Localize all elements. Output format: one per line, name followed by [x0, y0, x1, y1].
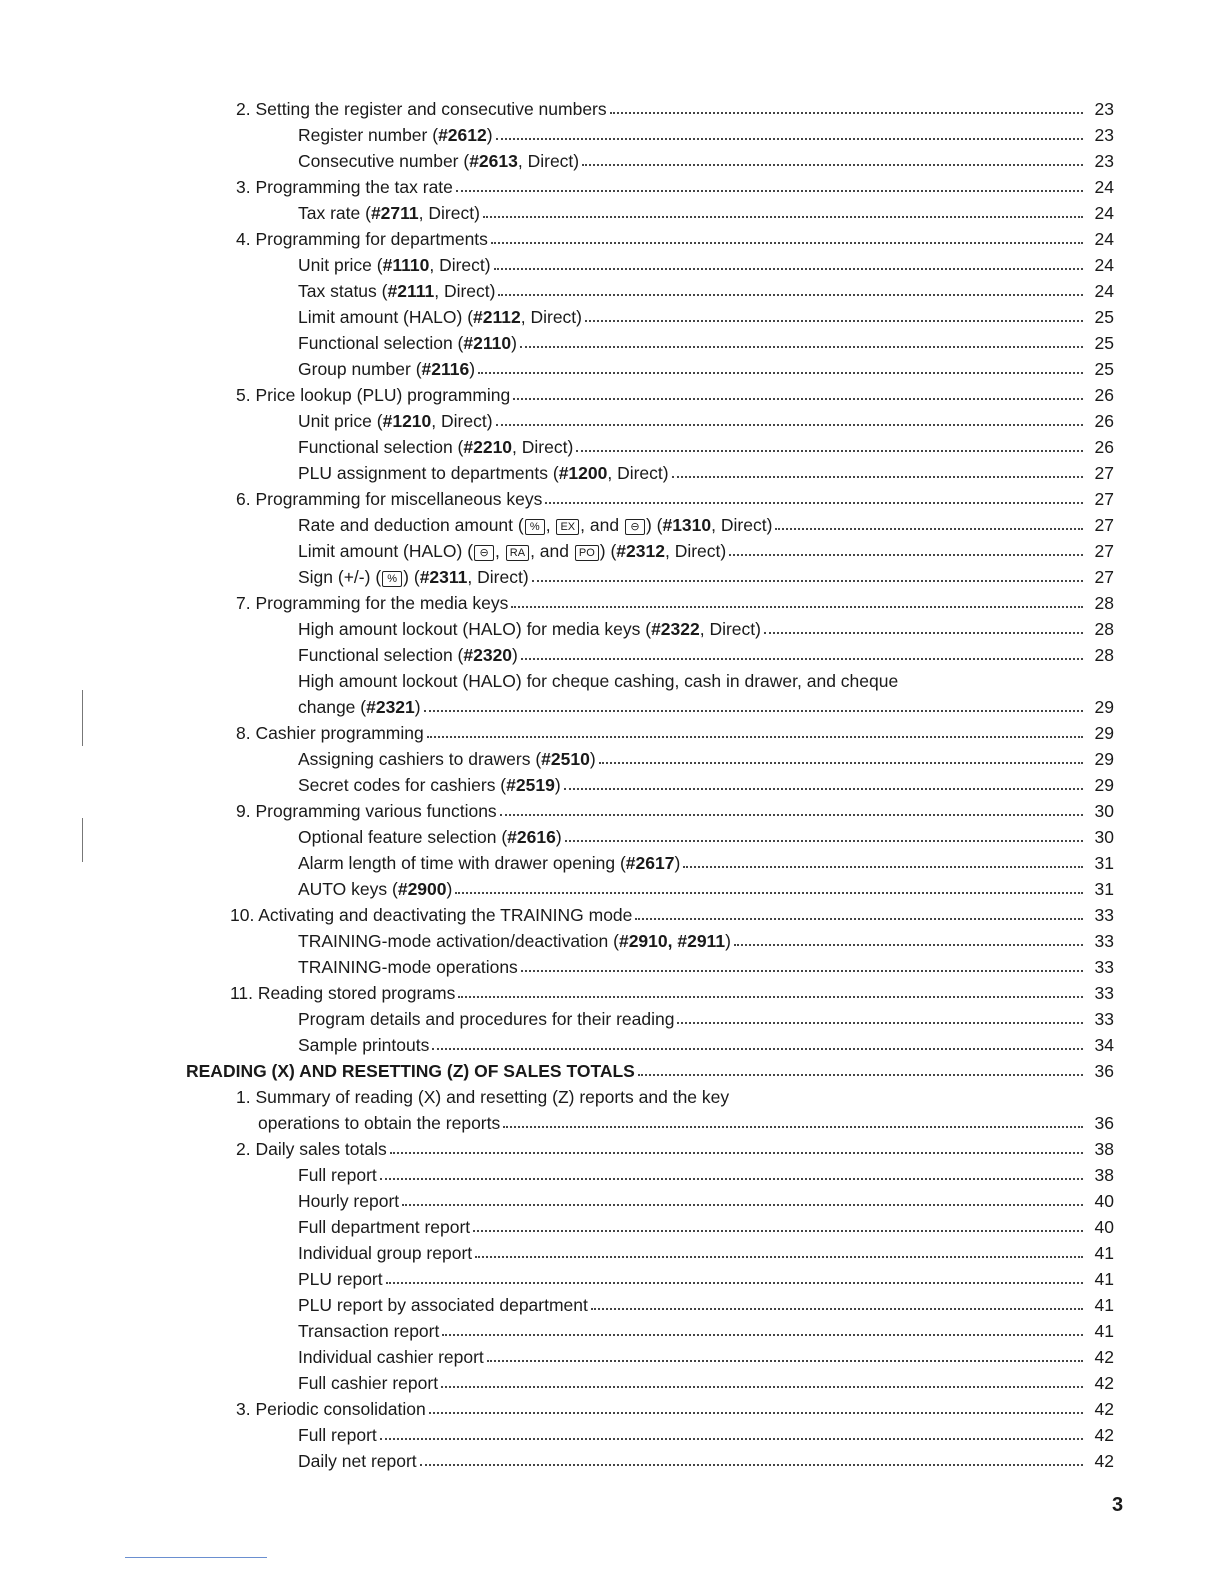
dot-leader [402, 1204, 1083, 1206]
dot-leader [386, 1282, 1083, 1284]
entry-label: Sample printouts [298, 1035, 430, 1055]
toc-entry[interactable] [186, 457, 1114, 483]
toc-entry[interactable] [186, 795, 1114, 821]
toc-entry[interactable] [186, 1237, 1114, 1263]
toc-entry[interactable] [186, 249, 1114, 275]
toc-entry[interactable] [186, 1003, 1114, 1029]
dot-leader [503, 1126, 1083, 1128]
entry-label: 8. Cashier programming [236, 723, 424, 743]
toc-entry[interactable] [186, 1185, 1114, 1211]
page-ref: 31 [1094, 853, 1114, 873]
dot-leader [521, 658, 1083, 660]
entry-label: Limit amount (HALO) ( ⊖ , RA , and PO ) (#2312, Direct) [298, 541, 727, 561]
dot-leader [483, 216, 1083, 218]
toc-entry[interactable] [186, 327, 1114, 353]
page-ref: 29 [1094, 723, 1114, 743]
dot-leader [380, 1178, 1083, 1180]
page-ref: 27 [1094, 489, 1114, 509]
entry-label: High amount lockout (HALO) for media keys (#2322, Direct) [298, 619, 761, 639]
page-ref: 29 [1094, 775, 1114, 795]
entry-label: Register number (#2612) [298, 125, 493, 145]
page-ref: 33 [1094, 931, 1114, 951]
entry-label: Program details and procedures for their reading [298, 1009, 675, 1029]
page-ref: 33 [1094, 957, 1114, 977]
page-ref: 36 [1094, 1113, 1114, 1133]
dot-leader [564, 788, 1083, 790]
page-ref: 23 [1094, 151, 1114, 171]
toc-entry[interactable] [186, 951, 1114, 977]
entry-label: 7. Programming for the media keys [236, 593, 509, 613]
dot-leader [585, 320, 1083, 322]
toc-chapter-heading[interactable] [186, 1055, 1114, 1081]
toc-entry[interactable] [186, 535, 1114, 561]
page-ref: 42 [1094, 1425, 1114, 1445]
page-ref: 26 [1094, 385, 1114, 405]
entry-label: TRAINING-mode operations [298, 957, 518, 977]
toc-entry[interactable] [186, 925, 1114, 951]
page-ref: 23 [1094, 99, 1114, 119]
toc-entry[interactable] [186, 1029, 1114, 1055]
toc-entry[interactable] [186, 509, 1114, 535]
dot-leader [576, 450, 1083, 452]
toc-entry[interactable] [186, 301, 1114, 327]
toc-entry[interactable] [186, 1289, 1114, 1315]
program-code: #2322 [651, 619, 700, 639]
scan-margin-mark [82, 690, 83, 746]
dot-leader [473, 1230, 1083, 1232]
dot-leader [442, 1334, 1083, 1336]
entry-label: Alarm length of time with drawer opening (#2617) [298, 853, 681, 873]
dot-leader [521, 970, 1083, 972]
page-ref: 23 [1094, 125, 1114, 145]
dot-leader [494, 268, 1083, 270]
page-ref: 24 [1094, 177, 1114, 197]
toc-entry[interactable] [186, 1159, 1114, 1185]
dot-leader [764, 632, 1083, 634]
dot-leader [532, 580, 1083, 582]
entry-label: 6. Programming for miscellaneous keys [236, 489, 543, 509]
dot-leader [610, 112, 1083, 114]
program-code: #2519 [506, 775, 555, 795]
page-ref: 31 [1094, 879, 1114, 899]
program-code: #2900 [397, 879, 447, 899]
program-code: #1210 [382, 411, 432, 431]
entry-label: PLU report by associated department [298, 1295, 588, 1315]
dot-leader [511, 606, 1083, 608]
entry-label: change (#2321) [298, 697, 421, 717]
page-ref: 41 [1094, 1321, 1114, 1341]
entry-label: Assigning cashiers to drawers (#2510) [298, 749, 596, 769]
page-ref: 38 [1094, 1139, 1114, 1159]
toc-entry[interactable] [186, 1133, 1114, 1159]
entry-label: Secret codes for cashiers (#2519) [298, 775, 561, 795]
page-ref: 40 [1094, 1191, 1114, 1211]
toc-entry[interactable] [186, 899, 1114, 925]
program-code: #2617 [625, 853, 675, 873]
entry-label: Rate and deduction amount ( % , EX , and ⊖ ) (#1310, Direct) [298, 515, 773, 535]
entry-label: operations to obtain the reports [258, 1113, 501, 1133]
toc-entry-wrap-line[interactable] [186, 665, 1114, 691]
page-ref: 33 [1094, 1009, 1114, 1029]
page-ref: 26 [1094, 437, 1114, 457]
dot-leader [520, 346, 1083, 348]
dot-leader [429, 1412, 1083, 1414]
toc-entry[interactable] [186, 691, 1114, 717]
toc-entry[interactable] [186, 483, 1114, 509]
toc-entry[interactable] [186, 587, 1114, 613]
page-ref: 26 [1094, 411, 1114, 431]
toc-entry[interactable] [186, 1419, 1114, 1445]
entry-label: Hourly report [298, 1191, 400, 1211]
program-code: #2510 [541, 749, 590, 769]
po-key-icon: PO [575, 545, 599, 561]
page-ref: 29 [1094, 749, 1114, 769]
dot-leader [729, 554, 1083, 556]
dot-leader [582, 164, 1083, 166]
toc-entry[interactable] [186, 1211, 1114, 1237]
toc-entry[interactable] [186, 145, 1114, 171]
entry-label: 2. Setting the register and consecutive numbers [236, 99, 607, 119]
toc-entry[interactable] [186, 639, 1114, 665]
entry-label: Tax status (#2111, Direct) [298, 281, 496, 301]
dot-leader [390, 1152, 1083, 1154]
entry-label: Functional selection (#2320) [298, 645, 518, 665]
page-ref: 41 [1094, 1243, 1114, 1263]
entry-label: 1. Summary of reading (X) and resetting (Z) reports and the key [236, 1087, 730, 1107]
program-code: #1200 [558, 463, 608, 483]
ra-key-icon: RA [506, 545, 529, 561]
dot-leader [420, 1464, 1083, 1466]
toc-entry-wrap-line[interactable] [186, 1081, 1114, 1107]
page-ref: 25 [1094, 359, 1114, 379]
dot-leader [441, 1386, 1083, 1388]
entry-label: Full report [298, 1165, 377, 1185]
toc-entry[interactable] [186, 821, 1114, 847]
program-code: #1310 [662, 515, 712, 535]
program-code: #2321 [366, 697, 415, 717]
ex-key-icon: EX [556, 519, 579, 535]
dot-leader [496, 424, 1083, 426]
page-ref: 42 [1094, 1373, 1114, 1393]
toc-entry[interactable] [186, 1315, 1114, 1341]
entry-label: Full department report [298, 1217, 471, 1237]
page-number: 3 [1112, 1494, 1124, 1516]
entry-label: 3. Programming the tax rate [236, 177, 453, 197]
entry-label: PLU assignment to departments (#1200, Direct) [298, 463, 669, 483]
entry-label: TRAINING-mode activation/deactivation (#2910, #2911) [298, 931, 731, 951]
toc-entry[interactable] [186, 431, 1114, 457]
toc-entry[interactable] [186, 717, 1114, 743]
entry-label: Limit amount (HALO) (#2112, Direct) [298, 307, 582, 327]
page-ref: 28 [1094, 645, 1114, 665]
program-code: #2320 [463, 645, 513, 665]
page-ref: 24 [1094, 281, 1114, 301]
entry-label: Individual cashier report [298, 1347, 484, 1367]
page-ref: 24 [1094, 203, 1114, 223]
page-ref: 29 [1094, 697, 1114, 717]
entry-label: Functional selection (#2110) [298, 333, 517, 353]
dot-leader [775, 528, 1083, 530]
program-code: #2311 [419, 567, 468, 587]
dot-leader [672, 476, 1083, 478]
entry-label: Tax rate (#2711, Direct) [298, 203, 480, 223]
program-code: #2210 [463, 437, 513, 457]
program-code: #2110 [463, 333, 512, 353]
toc-entry[interactable] [186, 1263, 1114, 1289]
dot-leader [456, 190, 1083, 192]
page-ref: 42 [1094, 1347, 1114, 1367]
table-of-contents [186, 93, 1114, 1471]
toc-entry[interactable] [186, 1341, 1114, 1367]
toc-entry[interactable] [186, 353, 1114, 379]
entry-label: 11. Reading stored programs [230, 983, 456, 1003]
toc-entry[interactable] [186, 561, 1114, 587]
toc-entry[interactable] [186, 275, 1114, 301]
entry-label: PLU report [298, 1269, 383, 1289]
page-ref: 42 [1094, 1451, 1114, 1471]
toc-entry[interactable] [186, 171, 1114, 197]
percent-key-icon: % [525, 519, 545, 535]
page-ref: 27 [1094, 515, 1114, 535]
toc-entry[interactable] [186, 1393, 1114, 1419]
entry-label: Transaction report [298, 1321, 440, 1341]
chapter-title: READING (X) AND RESETTING (Z) OF SALES TOTALS [186, 1061, 635, 1081]
program-code: #2612 [438, 125, 487, 145]
entry-label: Sign (+/-) ( % ) (#2311, Direct) [298, 567, 529, 587]
entry-label: 9. Programming various functions [236, 801, 497, 821]
program-code: #2112 [473, 307, 521, 327]
entry-label: Unit price (#1210, Direct) [298, 411, 493, 431]
toc-entry[interactable] [186, 977, 1114, 1003]
dot-leader [380, 1438, 1083, 1440]
toc-entry[interactable] [186, 847, 1114, 873]
page-ref: 30 [1094, 801, 1114, 821]
page-ref: 41 [1094, 1295, 1114, 1315]
entry-label: Functional selection (#2210, Direct) [298, 437, 574, 457]
entry-label: Individual group report [298, 1243, 473, 1263]
entry-label: 5. Price lookup (PLU) programming [236, 385, 511, 405]
entry-label: 10. Activating and deactivating the TRAINING mode [230, 905, 633, 925]
page-ref: 41 [1094, 1269, 1114, 1289]
dot-leader [475, 1256, 1083, 1258]
program-code: #2616 [507, 827, 556, 847]
page-ref: 25 [1094, 307, 1114, 327]
page-ref: 33 [1094, 905, 1114, 925]
page-ref: 42 [1094, 1399, 1114, 1419]
entry-label: Full cashier report [298, 1373, 439, 1393]
toc-entry[interactable] [186, 119, 1114, 145]
entry-label: Full report [298, 1425, 377, 1445]
dot-leader [635, 918, 1083, 920]
toc-entry[interactable] [186, 379, 1114, 405]
dot-leader [424, 710, 1083, 712]
dot-leader [638, 1074, 1083, 1076]
dot-leader [496, 138, 1083, 140]
page-ref: 30 [1094, 827, 1114, 847]
dot-leader [683, 866, 1083, 868]
footer-rule [125, 1557, 267, 1558]
program-code: #2613 [469, 151, 518, 171]
dot-leader [545, 502, 1083, 504]
program-code: #2116 [421, 359, 470, 379]
entry-label: AUTO keys (#2900) [298, 879, 453, 899]
page-ref: 24 [1094, 255, 1114, 275]
entry-label: Daily net report [298, 1451, 417, 1471]
dot-leader [498, 294, 1083, 296]
minus-key-icon: ⊖ [625, 519, 645, 535]
entry-label: Group number (#2116) [298, 359, 476, 379]
entry-label: Consecutive number (#2613, Direct) [298, 151, 580, 171]
page-ref: 33 [1094, 983, 1114, 1003]
dot-leader [432, 1048, 1083, 1050]
dot-leader [677, 1022, 1083, 1024]
entry-label: 3. Periodic consolidation [236, 1399, 426, 1419]
toc-entry[interactable] [186, 223, 1114, 249]
entry-label: 2. Daily sales totals [236, 1139, 387, 1159]
toc-entry[interactable] [186, 1367, 1114, 1393]
dot-leader [734, 944, 1083, 946]
dot-leader [599, 762, 1083, 764]
dot-leader [491, 242, 1083, 244]
dot-leader [458, 996, 1083, 998]
program-code: #1110 [382, 255, 430, 275]
page-ref: 27 [1094, 541, 1114, 561]
page-ref: 27 [1094, 567, 1114, 587]
dot-leader [427, 736, 1083, 738]
toc-entry[interactable] [186, 405, 1114, 431]
page-ref: 28 [1094, 619, 1114, 639]
program-code: #2312 [616, 541, 665, 561]
entry-label: High amount lockout (HALO) for cheque cashing, cash in drawer, and cheque [298, 671, 899, 691]
dot-leader [487, 1360, 1083, 1362]
dot-leader [455, 892, 1083, 894]
page-ref: 36 [1094, 1061, 1114, 1081]
entry-label: Unit price (#1110, Direct) [298, 255, 491, 275]
page-ref: 40 [1094, 1217, 1114, 1237]
page-ref: 28 [1094, 593, 1114, 613]
toc-entry[interactable] [186, 769, 1114, 795]
percent-key-icon: % [382, 571, 402, 587]
dot-leader [500, 814, 1083, 816]
page-ref: 25 [1094, 333, 1114, 353]
dot-leader [513, 398, 1083, 400]
page-ref: 24 [1094, 229, 1114, 249]
program-code: #2910, #2911 [618, 931, 726, 951]
entry-label: Optional feature selection (#2616) [298, 827, 562, 847]
dot-leader [591, 1308, 1083, 1310]
program-code: #2711 [370, 203, 419, 223]
entry-label: 4. Programming for departments [236, 229, 488, 249]
toc-entry[interactable] [186, 93, 1114, 119]
toc-entry[interactable] [186, 873, 1114, 899]
scan-margin-mark [82, 818, 83, 862]
toc-entry[interactable] [186, 197, 1114, 223]
dot-leader [565, 840, 1083, 842]
page-ref: 34 [1094, 1035, 1114, 1055]
page-ref: 27 [1094, 463, 1114, 483]
toc-entry[interactable] [186, 743, 1114, 769]
toc-entry[interactable] [186, 613, 1114, 639]
toc-entry[interactable] [186, 1445, 1114, 1471]
toc-entry[interactable] [186, 1107, 1114, 1133]
program-code: #2111 [387, 281, 435, 301]
dot-leader [478, 372, 1083, 374]
minus-key-icon: ⊖ [474, 545, 494, 561]
page-ref: 38 [1094, 1165, 1114, 1185]
